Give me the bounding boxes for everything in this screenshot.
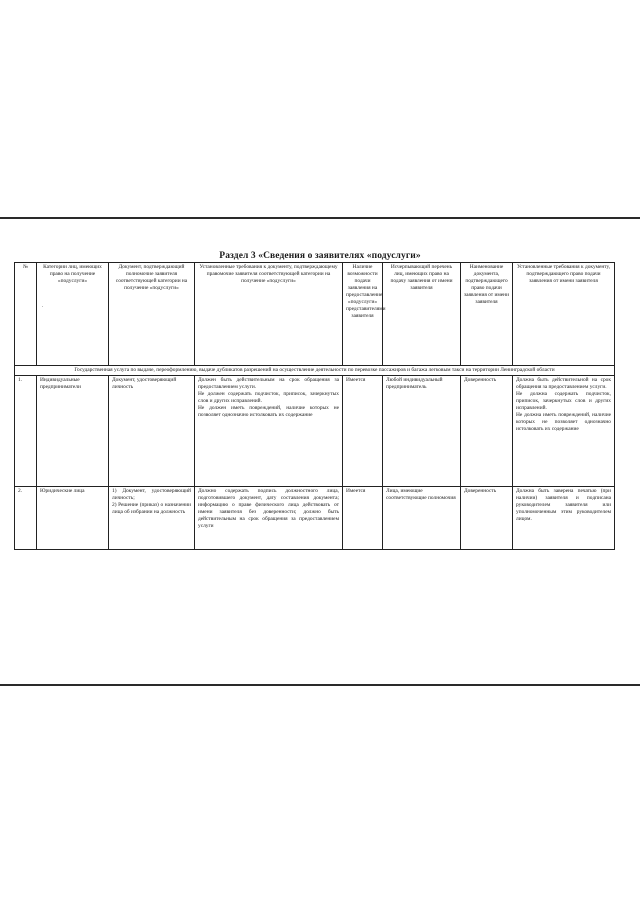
row-document: [109, 487, 195, 550]
row-persons: Лица, имеющие соответствующие полномочия: [383, 487, 461, 550]
doc-requirement-text: Не должна содержать подчисток, приписок, зачеркнутых слов и других исправлений.: [516, 391, 611, 412]
document-item: 2) Решение (приказ) о назначении лица об избрании на должность: [112, 502, 191, 516]
doc-requirement-text: Должна быть действительной на срок обращения за предоставлением услуги.: [516, 377, 611, 391]
section-row: [15, 366, 615, 376]
column-header-availability: Наличие возможности подачи заявления на предоставление «подуслуги» представителями заявителя: [343, 263, 383, 366]
table-header-row: [15, 263, 615, 366]
scan-border-top: [0, 217, 640, 219]
column-header-category-label: Категории лиц, имеющих право на получение «подуслуги»: [43, 264, 102, 285]
requirement-text: Не должен иметь повреждений, наличие которых не позволяет однозначно истолковать их содержание: [198, 405, 339, 419]
row-requirements: [195, 376, 343, 487]
column-header-category: [37, 263, 109, 366]
scan-border-bottom: [0, 684, 640, 686]
row-doc-name: Доверенность: [461, 376, 513, 487]
requirement-text: Не должен содержать подчисток, приписок, зачеркнутых слов и других исправлений.: [198, 391, 339, 405]
row-category: Индивидуальные предприниматели: [37, 376, 109, 487]
page-title: Раздел 3 «Сведения о заявителях «подуслуги»: [219, 251, 421, 261]
column-header-number: №: [15, 263, 37, 366]
row-requirements: Должно содержать подпись должностного лица, подготовившего документ, дату составления документа; информацию о праве физического лица действовать от имени заявителя без доверенности; должно быть действительным на срок обращения за предоставлением услуги: [195, 487, 343, 550]
row-availability: Имеется: [343, 487, 383, 550]
applicants-table: [14, 262, 615, 550]
section-title: Государственная услуга по выдаче, переоформлению, выдаче дубликатов разрешений на осуществление деятельности по перевозке пассажиров и багажа легковым такси на территории Ленинградской области: [15, 366, 615, 376]
table-row: [15, 487, 615, 550]
header-dot: .: [42, 303, 44, 310]
row-doc-requirements: [513, 376, 615, 487]
row-category: Юридические лица: [37, 487, 109, 550]
row-doc-name: Доверенность: [461, 487, 513, 550]
column-header-requirements: Установленные требования к документу, подтверждающему правомочие заявителя соответствующей категории на получение «подуслуги»: [195, 263, 343, 366]
doc-requirement-text: Не должна иметь повреждений, наличие которых не позволяет однозначно истолковать их содержание: [516, 412, 611, 433]
column-header-document: Документ, подтверждающий полномочие заявителя соответствующей категории на получение «подуслуги»: [109, 263, 195, 366]
row-availability: Имеется: [343, 376, 383, 487]
table-row: [15, 376, 615, 487]
row-doc-requirements: Должна быть заверена печатью (при наличии) заявителя и подписана руководителем заявителя или уполномоченным этим руководителем лицом.: [513, 487, 615, 550]
row-persons: Любой индивидуальный предприниматель: [383, 376, 461, 487]
column-header-doc-name: Наименование документа, подтверждающего право подачи заявления от имени заявителя: [461, 263, 513, 366]
row-number: 1.: [15, 376, 37, 487]
row-number: 2.: [15, 487, 37, 550]
column-header-persons: Исчерпывающий перечень лиц, имеющих право на подачу заявления от имени заявителя: [383, 263, 461, 366]
column-header-doc-requirements: Установленные требования к документу, подтверждающего право подачи заявления от имени заявителя: [513, 263, 615, 366]
document-item: 1) Документ, удостоверяющий личность;: [112, 488, 191, 502]
requirement-text: Должен быть действительным на срок обращения за предоставлением услуги.: [198, 377, 339, 391]
row-document: Документ, удостоверяющий личность: [109, 376, 195, 487]
